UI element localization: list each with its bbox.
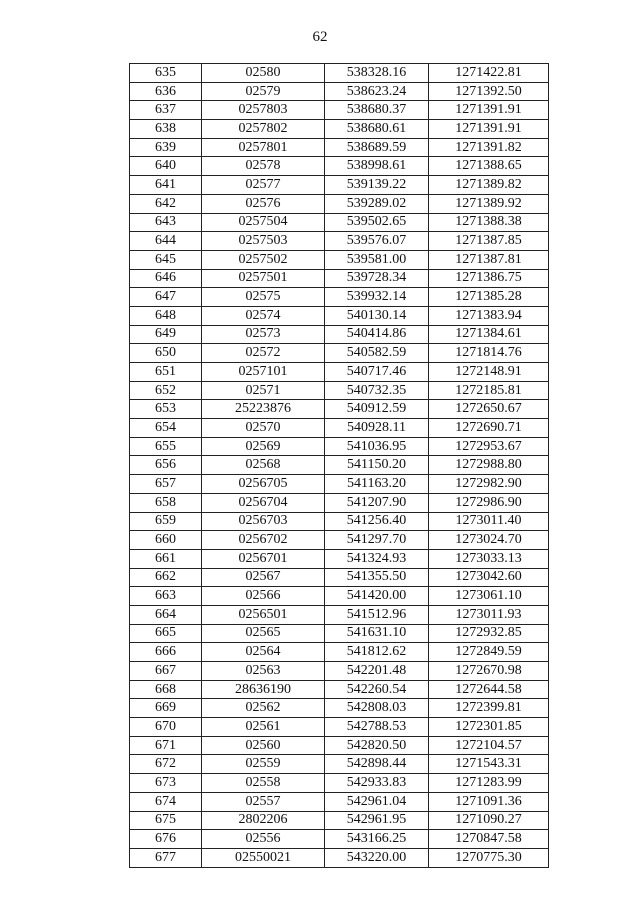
x-coordinate-cell: 538680.37 bbox=[325, 101, 429, 120]
point-id-cell: 0256704 bbox=[202, 493, 325, 512]
row-index-cell: 666 bbox=[130, 643, 202, 662]
point-id-cell: 0257802 bbox=[202, 120, 325, 139]
point-id-cell: 02559 bbox=[202, 755, 325, 774]
point-id-cell: 0257501 bbox=[202, 269, 325, 288]
table-row bbox=[130, 643, 549, 662]
table-row bbox=[130, 64, 549, 83]
row-index-cell: 673 bbox=[130, 774, 202, 793]
x-coordinate-cell: 540130.14 bbox=[325, 306, 429, 325]
y-coordinate-cell: 1272399.81 bbox=[429, 699, 549, 718]
row-index-cell: 668 bbox=[130, 680, 202, 699]
table-row bbox=[130, 213, 549, 232]
row-index-cell: 674 bbox=[130, 792, 202, 811]
point-id-cell: 02567 bbox=[202, 568, 325, 587]
point-id-cell: 02570 bbox=[202, 419, 325, 438]
y-coordinate-cell: 1271387.85 bbox=[429, 232, 549, 251]
x-coordinate-cell: 541207.90 bbox=[325, 493, 429, 512]
y-coordinate-cell: 1271091.36 bbox=[429, 792, 549, 811]
x-coordinate-cell: 542201.48 bbox=[325, 662, 429, 681]
point-id-cell: 0257503 bbox=[202, 232, 325, 251]
point-id-cell: 28636190 bbox=[202, 680, 325, 699]
table-row bbox=[130, 568, 549, 587]
row-index-cell: 636 bbox=[130, 82, 202, 101]
table-row bbox=[130, 718, 549, 737]
point-id-cell: 02574 bbox=[202, 306, 325, 325]
point-id-cell: 25223876 bbox=[202, 400, 325, 419]
x-coordinate-cell: 541355.50 bbox=[325, 568, 429, 587]
point-id-cell: 0257502 bbox=[202, 250, 325, 269]
y-coordinate-cell: 1272670.98 bbox=[429, 662, 549, 681]
table-row bbox=[130, 624, 549, 643]
row-index-cell: 661 bbox=[130, 549, 202, 568]
x-coordinate-cell: 540582.59 bbox=[325, 344, 429, 363]
x-coordinate-cell: 539502.65 bbox=[325, 213, 429, 232]
x-coordinate-cell: 542933.83 bbox=[325, 774, 429, 793]
point-id-cell: 02569 bbox=[202, 437, 325, 456]
point-id-cell: 0256705 bbox=[202, 475, 325, 494]
row-index-cell: 640 bbox=[130, 157, 202, 176]
y-coordinate-cell: 1272301.85 bbox=[429, 718, 549, 737]
row-index-cell: 654 bbox=[130, 419, 202, 438]
y-coordinate-cell: 1273033.13 bbox=[429, 549, 549, 568]
row-index-cell: 645 bbox=[130, 250, 202, 269]
x-coordinate-cell: 538680.61 bbox=[325, 120, 429, 139]
table-row bbox=[130, 811, 549, 830]
y-coordinate-cell: 1271422.81 bbox=[429, 64, 549, 83]
row-index-cell: 638 bbox=[130, 120, 202, 139]
row-index-cell: 647 bbox=[130, 288, 202, 307]
row-index-cell: 655 bbox=[130, 437, 202, 456]
x-coordinate-cell: 542808.03 bbox=[325, 699, 429, 718]
y-coordinate-cell: 1271391.91 bbox=[429, 120, 549, 139]
coordinates-table bbox=[129, 63, 549, 868]
point-id-cell: 02571 bbox=[202, 381, 325, 400]
x-coordinate-cell: 539576.07 bbox=[325, 232, 429, 251]
x-coordinate-cell: 542961.95 bbox=[325, 811, 429, 830]
row-index-cell: 667 bbox=[130, 662, 202, 681]
table-row bbox=[130, 848, 549, 867]
row-index-cell: 660 bbox=[130, 531, 202, 550]
point-id-cell: 02580 bbox=[202, 64, 325, 83]
y-coordinate-cell: 1273042.60 bbox=[429, 568, 549, 587]
row-index-cell: 637 bbox=[130, 101, 202, 120]
x-coordinate-cell: 541812.62 bbox=[325, 643, 429, 662]
x-coordinate-cell: 539932.14 bbox=[325, 288, 429, 307]
y-coordinate-cell: 1272988.80 bbox=[429, 456, 549, 475]
point-id-cell: 02578 bbox=[202, 157, 325, 176]
x-coordinate-cell: 540928.11 bbox=[325, 419, 429, 438]
page-number: 62 bbox=[312, 29, 328, 45]
table-row bbox=[130, 325, 549, 344]
y-coordinate-cell: 1271388.65 bbox=[429, 157, 549, 176]
table-row bbox=[130, 250, 549, 269]
table-row bbox=[130, 306, 549, 325]
row-index-cell: 665 bbox=[130, 624, 202, 643]
y-coordinate-cell: 1271389.82 bbox=[429, 176, 549, 195]
table-row bbox=[130, 774, 549, 793]
row-index-cell: 664 bbox=[130, 605, 202, 624]
y-coordinate-cell: 1271386.75 bbox=[429, 269, 549, 288]
y-coordinate-cell: 1272849.59 bbox=[429, 643, 549, 662]
x-coordinate-cell: 541512.96 bbox=[325, 605, 429, 624]
table-row bbox=[130, 736, 549, 755]
y-coordinate-cell: 1272953.67 bbox=[429, 437, 549, 456]
y-coordinate-cell: 1270775.30 bbox=[429, 848, 549, 867]
row-index-cell: 644 bbox=[130, 232, 202, 251]
row-index-cell: 650 bbox=[130, 344, 202, 363]
x-coordinate-cell: 542260.54 bbox=[325, 680, 429, 699]
y-coordinate-cell: 1271283.99 bbox=[429, 774, 549, 793]
row-index-cell: 639 bbox=[130, 138, 202, 157]
y-coordinate-cell: 1272982.90 bbox=[429, 475, 549, 494]
point-id-cell: 0257801 bbox=[202, 138, 325, 157]
table-row bbox=[130, 176, 549, 195]
row-index-cell: 642 bbox=[130, 194, 202, 213]
table-row bbox=[130, 662, 549, 681]
row-index-cell: 671 bbox=[130, 736, 202, 755]
y-coordinate-cell: 1272932.85 bbox=[429, 624, 549, 643]
table-row bbox=[130, 269, 549, 288]
table-row bbox=[130, 120, 549, 139]
table-row bbox=[130, 549, 549, 568]
table-row bbox=[130, 363, 549, 382]
table-row bbox=[130, 755, 549, 774]
table-row bbox=[130, 232, 549, 251]
point-id-cell: 02566 bbox=[202, 587, 325, 606]
row-index-cell: 658 bbox=[130, 493, 202, 512]
x-coordinate-cell: 538623.24 bbox=[325, 82, 429, 101]
y-coordinate-cell: 1271814.76 bbox=[429, 344, 549, 363]
point-id-cell: 02576 bbox=[202, 194, 325, 213]
row-index-cell: 676 bbox=[130, 830, 202, 849]
x-coordinate-cell: 542788.53 bbox=[325, 718, 429, 737]
table-row bbox=[130, 792, 549, 811]
point-id-cell: 2802206 bbox=[202, 811, 325, 830]
point-id-cell: 02558 bbox=[202, 774, 325, 793]
x-coordinate-cell: 543166.25 bbox=[325, 830, 429, 849]
y-coordinate-cell: 1272148.91 bbox=[429, 363, 549, 382]
row-index-cell: 649 bbox=[130, 325, 202, 344]
x-coordinate-cell: 538328.16 bbox=[325, 64, 429, 83]
point-id-cell: 02573 bbox=[202, 325, 325, 344]
point-id-cell: 02572 bbox=[202, 344, 325, 363]
point-id-cell: 02563 bbox=[202, 662, 325, 681]
point-id-cell: 0256702 bbox=[202, 531, 325, 550]
row-index-cell: 653 bbox=[130, 400, 202, 419]
table-row bbox=[130, 456, 549, 475]
point-id-cell: 02562 bbox=[202, 699, 325, 718]
table-row bbox=[130, 475, 549, 494]
x-coordinate-cell: 542898.44 bbox=[325, 755, 429, 774]
y-coordinate-cell: 1271392.50 bbox=[429, 82, 549, 101]
y-coordinate-cell: 1271391.91 bbox=[429, 101, 549, 120]
x-coordinate-cell: 541420.00 bbox=[325, 587, 429, 606]
row-index-cell: 646 bbox=[130, 269, 202, 288]
point-id-cell: 02565 bbox=[202, 624, 325, 643]
coordinates-table-body bbox=[130, 64, 549, 868]
point-id-cell: 02550021 bbox=[202, 848, 325, 867]
x-coordinate-cell: 539289.02 bbox=[325, 194, 429, 213]
x-coordinate-cell: 541631.10 bbox=[325, 624, 429, 643]
y-coordinate-cell: 1270847.58 bbox=[429, 830, 549, 849]
table-row bbox=[130, 680, 549, 699]
row-index-cell: 662 bbox=[130, 568, 202, 587]
table-row bbox=[130, 138, 549, 157]
table-row bbox=[130, 699, 549, 718]
y-coordinate-cell: 1272644.58 bbox=[429, 680, 549, 699]
point-id-cell: 02575 bbox=[202, 288, 325, 307]
x-coordinate-cell: 539139.22 bbox=[325, 176, 429, 195]
y-coordinate-cell: 1271090.27 bbox=[429, 811, 549, 830]
x-coordinate-cell: 541256.40 bbox=[325, 512, 429, 531]
y-coordinate-cell: 1272690.71 bbox=[429, 419, 549, 438]
x-coordinate-cell: 542820.50 bbox=[325, 736, 429, 755]
x-coordinate-cell: 540732.35 bbox=[325, 381, 429, 400]
point-id-cell: 02560 bbox=[202, 736, 325, 755]
y-coordinate-cell: 1273011.93 bbox=[429, 605, 549, 624]
x-coordinate-cell: 541036.95 bbox=[325, 437, 429, 456]
y-coordinate-cell: 1273011.40 bbox=[429, 512, 549, 531]
table-row bbox=[130, 288, 549, 307]
point-id-cell: 02577 bbox=[202, 176, 325, 195]
row-index-cell: 675 bbox=[130, 811, 202, 830]
point-id-cell: 0256701 bbox=[202, 549, 325, 568]
table-row bbox=[130, 605, 549, 624]
x-coordinate-cell: 538998.61 bbox=[325, 157, 429, 176]
x-coordinate-cell: 541297.70 bbox=[325, 531, 429, 550]
point-id-cell: 0257803 bbox=[202, 101, 325, 120]
row-index-cell: 651 bbox=[130, 363, 202, 382]
row-index-cell: 641 bbox=[130, 176, 202, 195]
x-coordinate-cell: 541324.93 bbox=[325, 549, 429, 568]
row-index-cell: 643 bbox=[130, 213, 202, 232]
row-index-cell: 648 bbox=[130, 306, 202, 325]
point-id-cell: 0257101 bbox=[202, 363, 325, 382]
y-coordinate-cell: 1273061.10 bbox=[429, 587, 549, 606]
y-coordinate-cell: 1272185.81 bbox=[429, 381, 549, 400]
x-coordinate-cell: 542961.04 bbox=[325, 792, 429, 811]
table-row bbox=[130, 344, 549, 363]
x-coordinate-cell: 538689.59 bbox=[325, 138, 429, 157]
y-coordinate-cell: 1272104.57 bbox=[429, 736, 549, 755]
table-row bbox=[130, 381, 549, 400]
x-coordinate-cell: 539728.34 bbox=[325, 269, 429, 288]
table-row bbox=[130, 419, 549, 438]
table-row bbox=[130, 82, 549, 101]
y-coordinate-cell: 1271391.82 bbox=[429, 138, 549, 157]
table-row bbox=[130, 400, 549, 419]
x-coordinate-cell: 539581.00 bbox=[325, 250, 429, 269]
point-id-cell: 02579 bbox=[202, 82, 325, 101]
row-index-cell: 656 bbox=[130, 456, 202, 475]
y-coordinate-cell: 1272650.67 bbox=[429, 400, 549, 419]
y-coordinate-cell: 1271388.38 bbox=[429, 213, 549, 232]
row-index-cell: 672 bbox=[130, 755, 202, 774]
table-row bbox=[130, 830, 549, 849]
point-id-cell: 02561 bbox=[202, 718, 325, 737]
table-row bbox=[130, 194, 549, 213]
table-row bbox=[130, 157, 549, 176]
table-row bbox=[130, 512, 549, 531]
y-coordinate-cell: 1271385.28 bbox=[429, 288, 549, 307]
y-coordinate-cell: 1271383.94 bbox=[429, 306, 549, 325]
point-id-cell: 02557 bbox=[202, 792, 325, 811]
row-index-cell: 669 bbox=[130, 699, 202, 718]
row-index-cell: 670 bbox=[130, 718, 202, 737]
y-coordinate-cell: 1271387.81 bbox=[429, 250, 549, 269]
y-coordinate-cell: 1271543.31 bbox=[429, 755, 549, 774]
point-id-cell: 02556 bbox=[202, 830, 325, 849]
y-coordinate-cell: 1273024.70 bbox=[429, 531, 549, 550]
row-index-cell: 657 bbox=[130, 475, 202, 494]
point-id-cell: 02564 bbox=[202, 643, 325, 662]
point-id-cell: 0257504 bbox=[202, 213, 325, 232]
x-coordinate-cell: 540414.86 bbox=[325, 325, 429, 344]
x-coordinate-cell: 541150.20 bbox=[325, 456, 429, 475]
row-index-cell: 663 bbox=[130, 587, 202, 606]
point-id-cell: 0256501 bbox=[202, 605, 325, 624]
table-row bbox=[130, 101, 549, 120]
row-index-cell: 677 bbox=[130, 848, 202, 867]
y-coordinate-cell: 1272986.90 bbox=[429, 493, 549, 512]
y-coordinate-cell: 1271389.92 bbox=[429, 194, 549, 213]
x-coordinate-cell: 543220.00 bbox=[325, 848, 429, 867]
row-index-cell: 635 bbox=[130, 64, 202, 83]
table-row bbox=[130, 587, 549, 606]
row-index-cell: 652 bbox=[130, 381, 202, 400]
point-id-cell: 02568 bbox=[202, 456, 325, 475]
point-id-cell: 0256703 bbox=[202, 512, 325, 531]
row-index-cell: 659 bbox=[130, 512, 202, 531]
x-coordinate-cell: 540912.59 bbox=[325, 400, 429, 419]
x-coordinate-cell: 540717.46 bbox=[325, 363, 429, 382]
x-coordinate-cell: 541163.20 bbox=[325, 475, 429, 494]
y-coordinate-cell: 1271384.61 bbox=[429, 325, 549, 344]
table-row bbox=[130, 493, 549, 512]
table-row bbox=[130, 531, 549, 550]
table-row bbox=[130, 437, 549, 456]
